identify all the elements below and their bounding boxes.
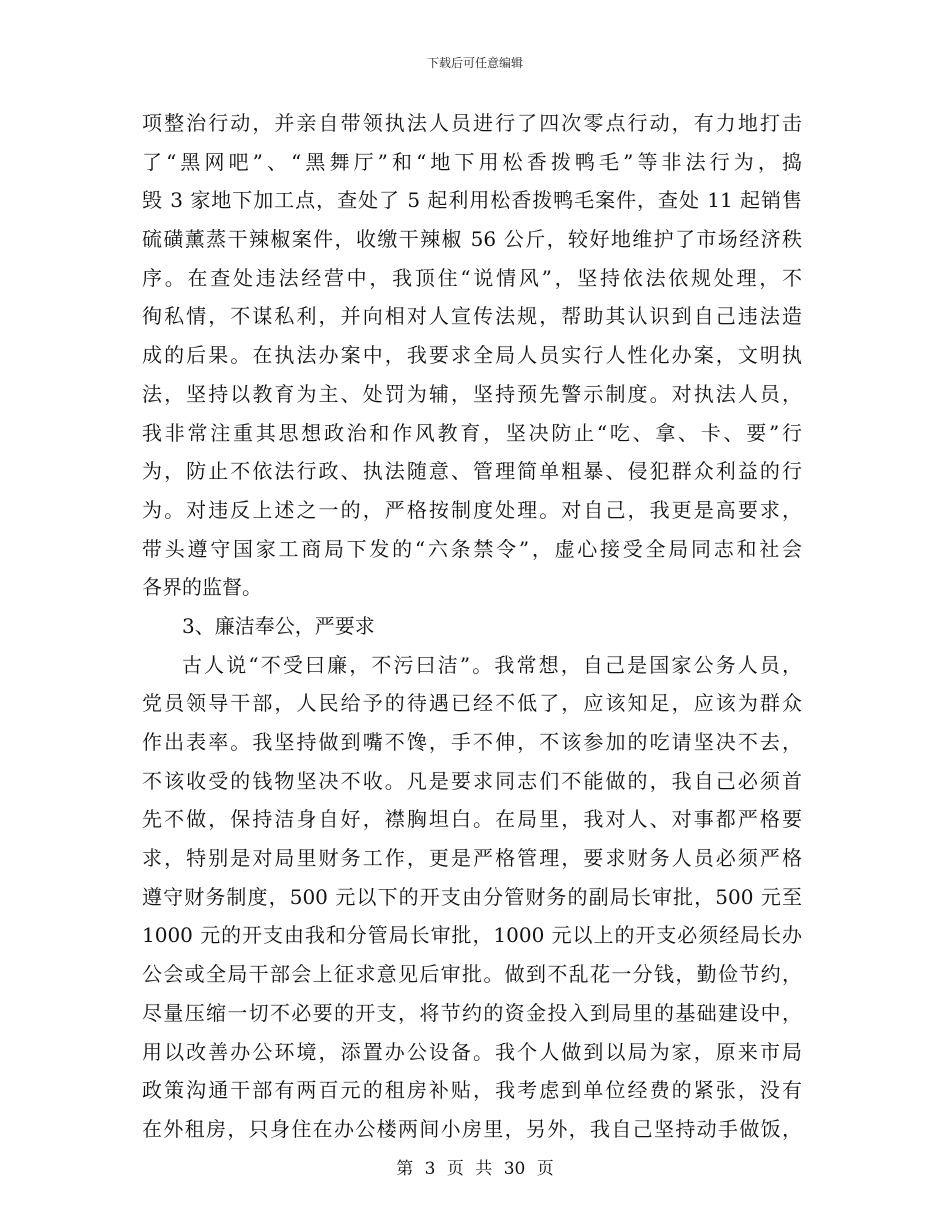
text-line: 用以改善办公环境，添置办公设备。我个人做到以局为家，原来市局	[142, 1039, 802, 1064]
text-line: 政策沟通干部有两百元的租房补贴，我考虑到单位经费的紧张，没有	[142, 1078, 802, 1103]
text-line: 遵守财务制度，500 元以下的开支由分管财务的副局长审批，500 元至	[142, 884, 802, 909]
text-line: 带头遵守国家工商局下发的“六条禁令”，虚心接受全局同志和社会	[142, 536, 802, 561]
text-line: 毁 3 家地下加工点，查处了 5 起利用松香拨鸭毛案件，查处 11 起销售	[142, 188, 802, 213]
text-line: 成的后果。在执法办案中，我要求全局人员实行人性化办案，文明执	[142, 343, 802, 368]
text-line: 先不做，保持洁身自好，襟胸坦白。在局里，我对人、对事都严格要	[142, 807, 802, 832]
text-line: 项整治行动，并亲自带领执法人员进行了四次零点行动，有力地打击	[142, 111, 802, 135]
text-line: 1000 元的开支由我和分管局长审批，1000 元以上的开支必须经局长办	[142, 923, 802, 948]
text-line: 硫磺薰蒸干辣椒案件，收缴干辣椒 56 公斤，较好地维护了市场经济秩	[142, 227, 802, 252]
text-line: 公会或全局干部会上征求意见后审批。做到不乱花一分钱，勤俭节约，	[142, 962, 802, 987]
text-line: 序。在查处违法经营中，我顶住“说情风”，坚持依法依规处理，不	[142, 265, 802, 290]
text-line: 各界的监督。	[142, 575, 262, 600]
text-line: 党员领导干部，人民给予的待遇已经不低了，应该知足，应该为群众	[142, 691, 802, 716]
document-body	[142, 104, 802, 1149]
page-header: 下载后可任意编辑	[426, 56, 523, 70]
text-line: 求，特别是对局里财务工作，更是严格管理，要求财务人员必须严格	[142, 846, 802, 871]
text-line: 尽量压缩一切不必要的开支，将节约的资金投入到局里的基础建设中，	[142, 1000, 802, 1025]
text-line: 徇私情，不谋私利，并向相对人宣传法规，帮助其认识到自己违法造	[142, 304, 802, 329]
text-line: 作出表率。我坚持做到嘴不馋，手不伸，不该参加的吃请坚决不去，	[142, 730, 802, 754]
text-line: 古人说“不受曰廉，不污曰洁”。我常想，自己是国家公务人员，	[182, 652, 802, 677]
section-heading: 3、廉洁奉公，严要求	[182, 613, 375, 638]
text-line: 为，防止不依法行政、执法随意、管理简单粗暴、侵犯群众利益的行	[142, 459, 802, 484]
text-line: 不该收受的钱物坚决不收。凡是要求同志们不能做的，我自己必须首	[142, 768, 802, 793]
text-line: 为。对违反上述之一的，严格按制度处理。对自己，我更是高要求，	[142, 497, 802, 522]
text-line: 了“黑网吧”、“黑舞厅”和“地下用松香拨鸭毛”等非法行为，捣	[142, 149, 802, 174]
text-line: 我非常注重其思想政治和作风教育，坚决防止“吃、拿、卡、要”行	[142, 420, 802, 445]
page-number-footer: 第 3 页 共 30 页	[396, 1159, 554, 1179]
text-line: 在外租房，只身住在办公楼两间小房里，另外，我自己坚持动手做饭，	[142, 1116, 802, 1141]
text-line: 法，坚持以教育为主、处罚为辅，坚持预先警示制度。对执法人员，	[142, 381, 802, 406]
